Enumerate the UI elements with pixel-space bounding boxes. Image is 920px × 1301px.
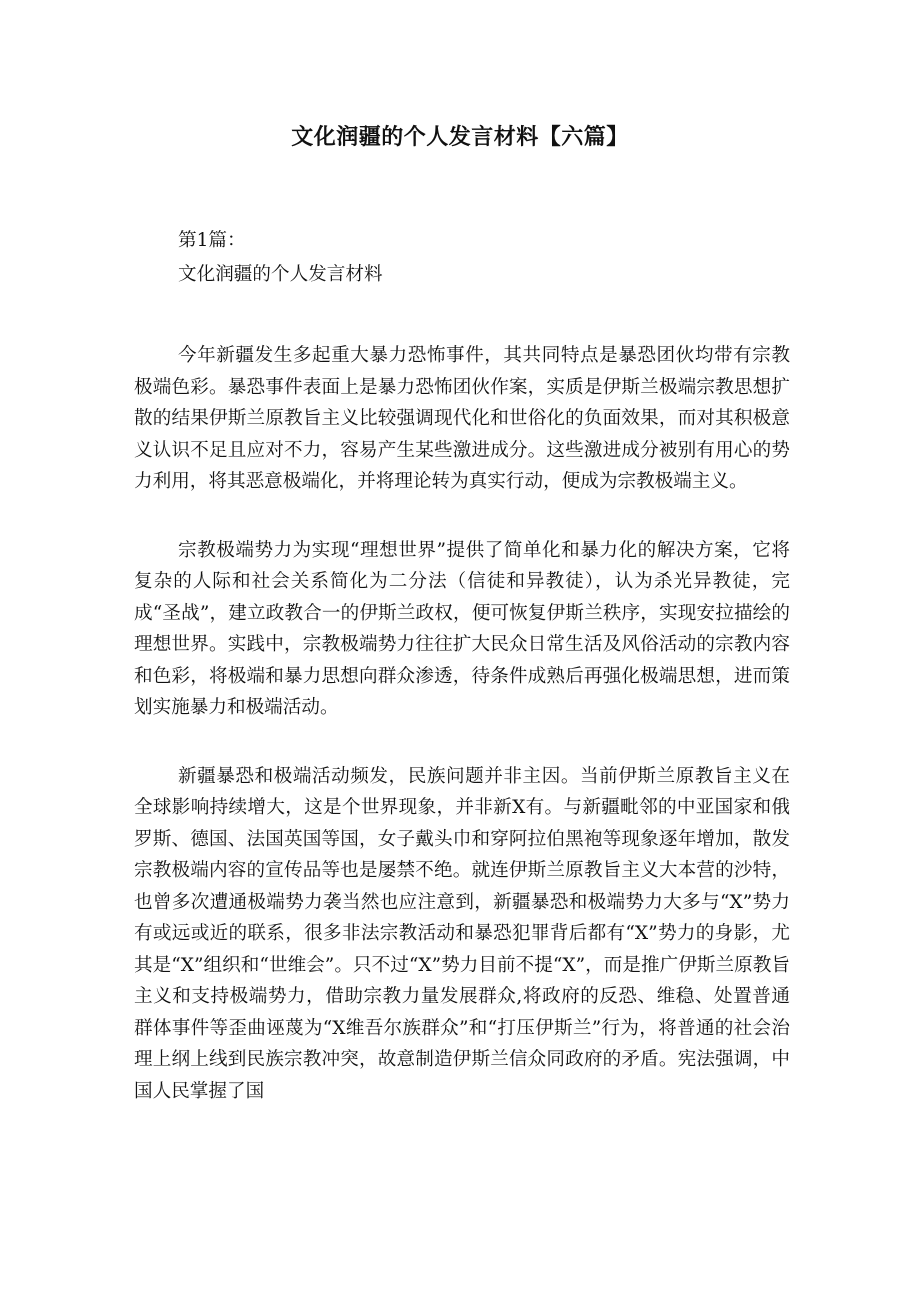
section-label: 第1篇： bbox=[178, 230, 246, 251]
section-title: 文化润疆的个人发言材料 bbox=[178, 263, 383, 285]
document-body bbox=[134, 225, 790, 1107]
paragraph: 宗教极端势力为实现“理想世界”提供了简单化和暴力化的解决方案，它将复杂的人际和社会关系简化为二分法（信徒和异教徒），认为杀光异教徒，完成“圣战”，建立政教合一的伊斯兰政权，便可恢复伊斯兰秩序，实现安拉描绘的理想世界。实践中，宗教极端势力往往扩大民众日常生活及风俗活动的宗教内容和色彩，将极端和暴力思想向群众渗透，待条件成熟后再强化极端思想，进而策划实施暴力和极端活动。 bbox=[134, 539, 790, 718]
paragraph: 今年新疆发生多起重大暴力恐怖事件，其共同特点是暴恐团伙均带有宗教极端色彩。暴恐事件表面上是暴力恐怖团伙作案，实质是伊斯兰极端宗教思想扩散的结果伊斯兰原教旨主义比较强调现代化和世俗化的负面效果，而对其积极意义认识不足且应对不力，容易产生某些激进成分。这些激进成分被别有用心的势力利用，将其恶意极端化，并将理论转为真实行动，便成为宗教极端主义。 bbox=[134, 345, 790, 492]
document-title: 文化润疆的个人发言材料【六篇】 bbox=[291, 125, 629, 150]
paragraph: 新疆暴恐和极端活动频发，民族问题并非主因。当前伊斯兰原教旨主义在全球影响持续增大，这是个世界现象，并非新X有。与新疆毗邻的中亚国家和俄罗斯、德国、法国英国等国，女子戴头巾和穿阿拉伯黑袍等现象逐年增加，散发宗教极端内容的宣传品等也是屡禁不绝。就连伊斯兰原教旨主义大本营的沙特，也曾多次遭通极端势力袭当然也应注意到，新疆暴恐和极端势力大多与“X”势力有或远或近的联系，很多非法宗教活动和暴恐犯罪背后都有“X”势力的身影，尤其是“X”组织和“世维会”。只不过“X”势力目前不提“X”，而是推广伊斯兰原教旨主义和支持极端势力，借助宗教力量发展群众,将政府的反恐、维稳、处置普通群体事件等歪曲诬蔑为“X维吾尔族群众”和“打压伊斯兰”行为，将普通的社会治理上纲上线到民族宗教冲突，故意制造伊斯兰信众同政府的矛盾。宪法强调，中国人民掌握了国 bbox=[134, 765, 791, 1102]
